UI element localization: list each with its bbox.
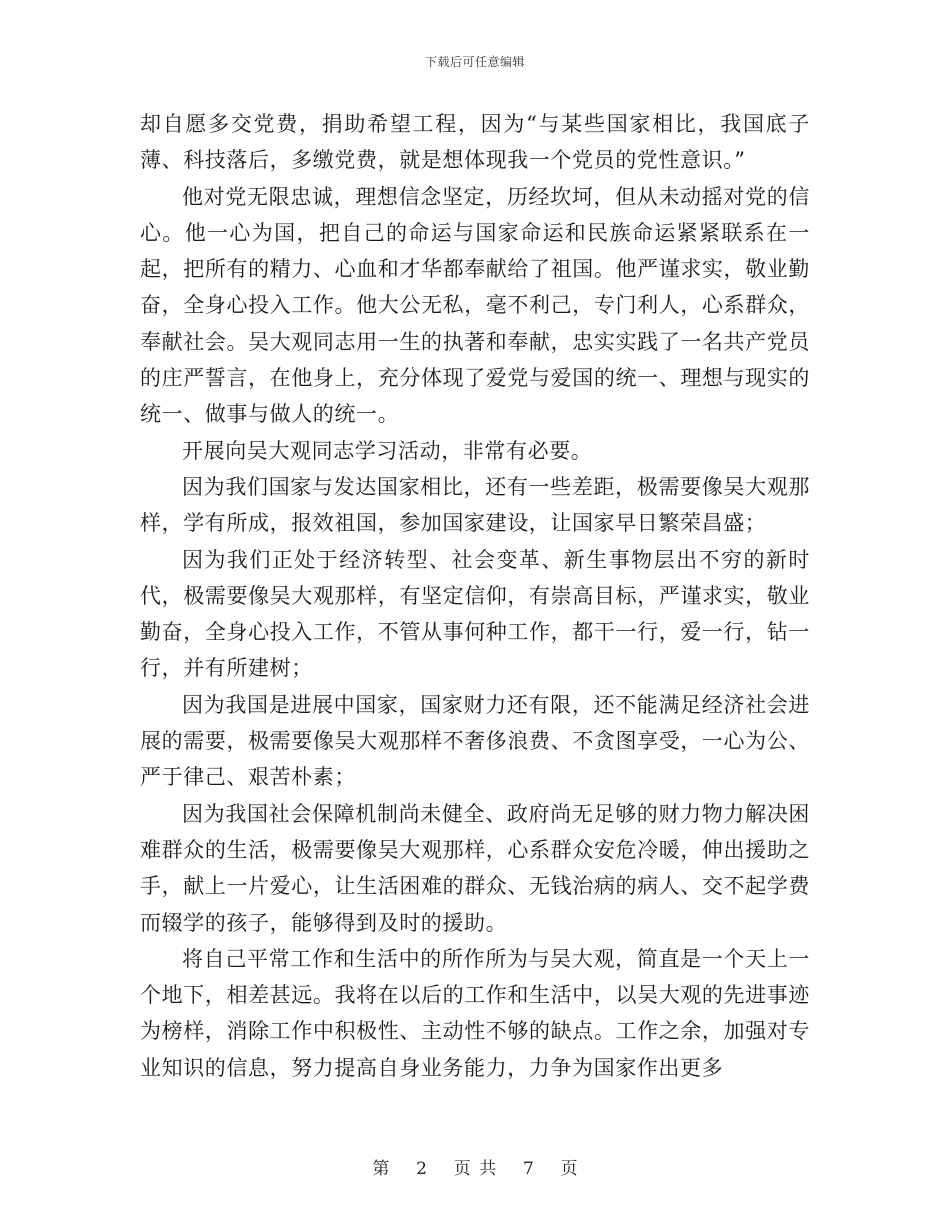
page-mid-label: 页 共 bbox=[453, 1159, 497, 1179]
paragraph-3: 开展向吴大观同志学习活动，非常有必要。 bbox=[182, 438, 593, 463]
page-suffix: 页 bbox=[560, 1159, 578, 1179]
paragraph-4: 因为我们国家与发达国家相比，还有一些差距，极需要像吴大观那样，学有所成，报效祖国，参加国家建设，让国家早日繁荣昌盛； bbox=[140, 474, 810, 536]
page-current-number: 2 bbox=[416, 1159, 427, 1179]
page-header: 下载后可任意编辑 bbox=[424, 55, 525, 69]
page-total-number: 7 bbox=[523, 1159, 534, 1179]
paragraph-1: 却自愿多交党费，捐助希望工程，因为“与某些国家相比，我国底子薄、科技落后，多缴党费，就是想体现我一个党员的党性意识。” bbox=[140, 112, 810, 173]
page-footer bbox=[0, 1154, 950, 1179]
paragraph-5: 因为我们正处于经济转型、社会变革、新生事物层出不穷的新时代，极需要像吴大观那样，有坚定信仰，有崇高目标，严谨求实，敬业勤奋，全身心投入工作，不管从事何种工作，都干一行，爱一行，钻一行，并有所建树； bbox=[140, 547, 810, 681]
document-body bbox=[140, 106, 810, 1086]
page-prefix: 第 bbox=[372, 1159, 390, 1179]
paragraph-7: 因为我国社会保障机制尚未健全、政府尚无足够的财力物力解决困难群众的生活，极需要像吴大观那样，心系群众安危冷暖，伸出援助之手，献上一片爱心，让生活困难的群众、无钱治病的病人、交不起学费而辍学的孩子，能够得到及时的援助。 bbox=[140, 801, 810, 935]
paragraph-8: 将自己平常工作和生活中的所作所为与吴大观，简直是一个天上一个地下，相差甚远。我将在以后的工作和生活中，以吴大观的先进事迹为榜样，消除工作中积极性、主动性不够的缺点。工作之余，加强对专业知识的信息，努力提高自身业务能力，力争为国家作出更多 bbox=[140, 946, 810, 1080]
paragraph-2: 他对党无限忠诚，理想信念坚定，历经坎坷，但从未动摇对党的信心。他一心为国，把自己的命运与国家命运和民族命运紧紧联系在一起，把所有的精力、心血和才华都奉献给了祖国。他严谨求实，敬业勤奋，全身心投入工作。他大公无私，毫不利己，专门利人，心系群众，奉献社会。吴大观同志用一生的执著和奉献，忠实实践了一名共产党员的庄严誓言，在他身上，充分体现了爱党与爱国的统一、理想与现实的统一、做事与做人的统一。 bbox=[140, 184, 810, 427]
paragraph-6: 因为我国是进展中国家，国家财力还有限，还不能满足经济社会进展的需要，极需要像吴大观那样不奢侈浪费、不贪图享受，一心为公、严于律己、艰苦朴素； bbox=[140, 692, 810, 790]
